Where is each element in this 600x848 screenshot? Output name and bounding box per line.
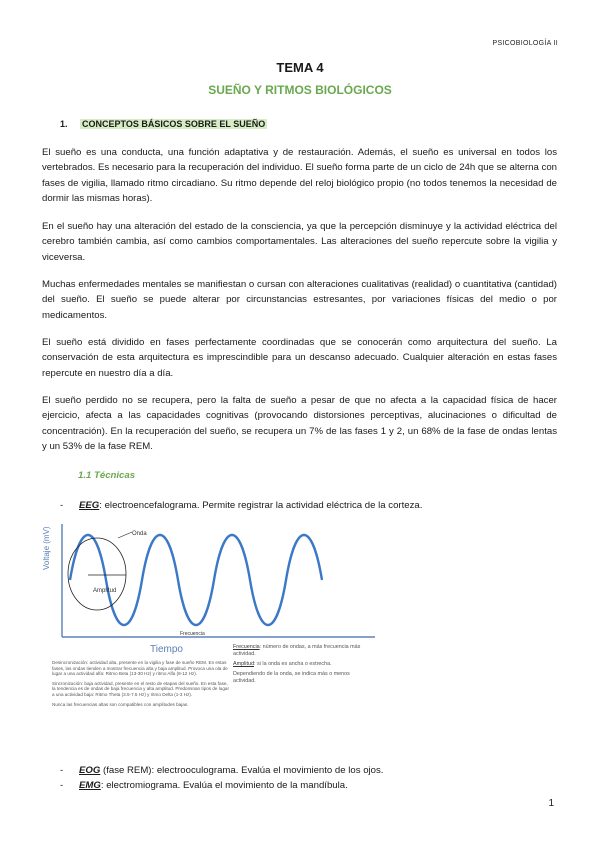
page-number: 1: [548, 798, 554, 809]
paragraph: El sueño perdido no se recupera, pero la falta de sueño a pesar de que no afecta a la capacidad física de hacer ejercicio, afecta a las capacidades cognitivas (provocando distorsiones perceptivas, alucinaciones o dificultad de concentración). En la recuperación del sueño, se recupera un 7% de las fases 1 y 2, un 68% de la fase de ondas lentas y un 53% de la fase REM.: [42, 395, 557, 453]
term-description: (fase REM): electrooculograma. Evalúa el movimiento de los ojos.: [100, 765, 384, 776]
legend-text: : si la onda es ancha o estrecha.: [253, 661, 332, 667]
legend-text: Nunca las frecuencias altas son compatibles con amplitudes bajas.: [52, 701, 189, 707]
legend-entry: [233, 644, 373, 658]
amplitud-label: Amplitud: [93, 588, 117, 594]
x-axis-title: Tiempo: [150, 644, 183, 655]
term: EEG: [79, 500, 100, 511]
page-title: TEMA 4: [276, 60, 324, 75]
subsection-heading: 1.1 Técnicas: [78, 470, 136, 481]
paragraph: Muchas enfermedades mentales se manifiestan o cursan con alteraciones cualitativas (realidad) o cuantitativa (cantidad) del sueño. El sueño se puede alterar por circunstancias estresantes, por variaciones físicas del medio o por medicamentos.: [42, 279, 557, 321]
wave-line: [70, 535, 322, 625]
legend-text: : número de ondas, a más frecuencia más actividad.: [233, 644, 361, 657]
header-subject: PSICOBIOLOGÍA II: [492, 40, 558, 47]
legend-entry: [233, 671, 373, 685]
legend-left: [52, 660, 232, 707]
list-item: - EMG: electromiograma. Evalúa el movimiento de la mandíbula.: [60, 780, 348, 791]
term: EMG: [79, 780, 101, 791]
legend-right: [233, 644, 373, 685]
legend-text: Sincronización: baja actividad, presente en el resto de etapas del sueño. En esta fase, la tendencia es de ondas de baja frecuencia y alta amplitud. Predominan tipos de lugar a una actividad baja: Ritmo Theta (3.5-7.5 Hz) y ritmo Delta (1-3 Hz).: [52, 680, 229, 697]
term: EOG: [79, 765, 101, 776]
eeg-figure: [40, 522, 378, 744]
page-subtitle: SUEÑO Y RITMOS BIOLÓGICOS: [208, 83, 392, 97]
list-item: - EOG (fase REM): electrooculograma. Evalúa el movimiento de los ojos.: [60, 765, 384, 776]
frecuencia-label: Frecuencia: [180, 631, 205, 637]
y-axis-label: Voltaje (mV): [42, 526, 51, 570]
legend-term: Frecuencia: [233, 644, 260, 650]
section-number: 1.: [60, 119, 68, 129]
term-description: : electromiograma. Evalúa el movimiento de la mandíbula.: [100, 780, 348, 791]
paragraph: En el sueño hay una alteración del estado de la consciencia, ya que la percepción disminuye y la actividad eléctrica del cerebro también cambia, así como cambios comportamentales. Las alteraciones del sueño repercute sobre la vigilia y viceversa.: [42, 221, 557, 263]
legend-text: Desincronización: actividad alta, presente en la vigilia y fase de sueño REM. En estas fases, las ondas tienden a mostrar frecuencia alta y baja amplitud. Provoca una ola de lugar a una actividad alfa: Ritmo Beta (13-30 Hz) y ritmo Alfa (8-12 Hz).: [52, 660, 228, 677]
legend-text: Dependiendo de la onda, se indica más o menos actividad.: [233, 671, 350, 684]
wave-diagram: [40, 522, 378, 642]
section-label: CONCEPTOS BÁSICOS SOBRE EL SUEÑO: [82, 119, 266, 129]
onda-label: Onda: [132, 531, 147, 537]
onda-pointer: [118, 532, 132, 538]
term-description: : electroencefalograma. Permite registrar la actividad eléctrica de la corteza.: [99, 500, 423, 511]
legend-term: Amplitud: [233, 661, 254, 667]
wave-ellipse: [68, 538, 126, 610]
list-item: - EEG: electroencefalograma. Permite registrar la actividad eléctrica de la corteza.: [60, 500, 423, 511]
section-heading: [60, 119, 267, 129]
paragraph: El sueño está dividido en fases perfectamente coordinadas que se conocerán como arquitectura del sueño. La conservación de esta arquitectura es imprescindible para un descanso adecuado. Cualquier alteración en estas fases repercute en nuestro día a día.: [42, 337, 557, 379]
legend-entry: [233, 661, 373, 668]
paragraph: El sueño es una conducta, una función adaptativa y de restauración. Además, el sueño es universal en todos los vertebrados. Es necesario para la recuperación del individuo. El sueño forma parte de un ciclo de 24h que se alterna con fases de vigilia, llamado ritmo circadiano. Su ritmo depende del reloj biológico propio (no todos tenemos la necesidad de dormir las mismas horas).: [42, 147, 557, 205]
